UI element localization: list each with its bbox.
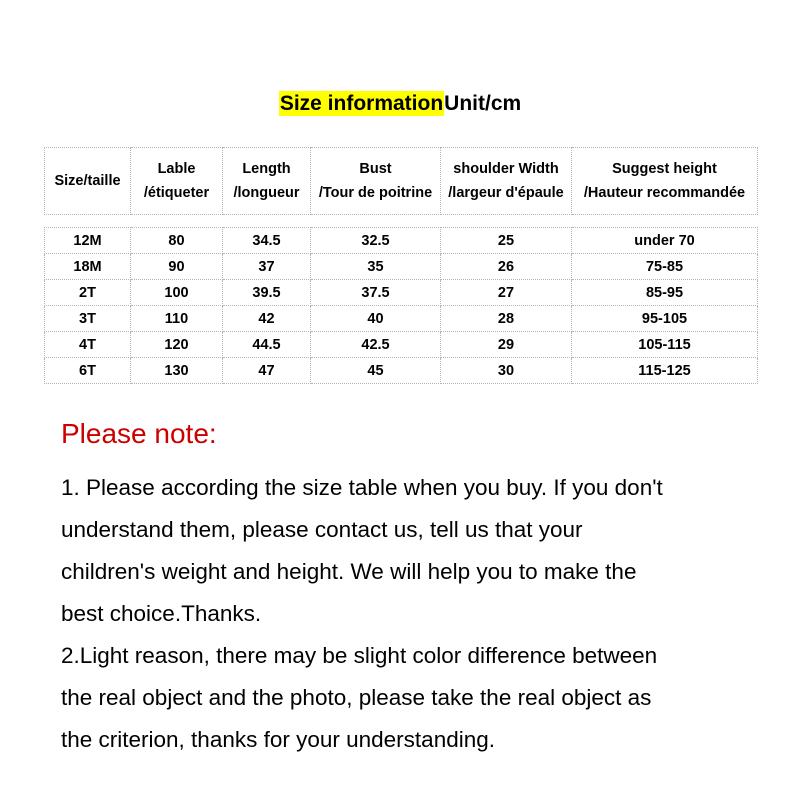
cell-length: 39.5 bbox=[223, 280, 311, 306]
size-info-title bbox=[0, 92, 800, 116]
header-length-line1: Length bbox=[242, 161, 291, 177]
note-line: understand them, please contact us, tell us that your bbox=[61, 517, 583, 542]
cell-bust: 42.5 bbox=[311, 332, 441, 358]
cell-size: 18M bbox=[45, 254, 131, 280]
cell-height: 95-105 bbox=[572, 306, 758, 332]
table-row bbox=[45, 280, 758, 306]
header-height bbox=[572, 148, 758, 215]
cell-bust: 37.5 bbox=[311, 280, 441, 306]
header-size bbox=[45, 148, 131, 215]
cell-shoulder: 28 bbox=[441, 306, 572, 332]
cell-length: 47 bbox=[223, 358, 311, 384]
header-height-line1: Suggest height bbox=[612, 161, 717, 177]
cell-height: under 70 bbox=[572, 228, 758, 254]
cell-shoulder: 25 bbox=[441, 228, 572, 254]
cell-size: 6T bbox=[45, 358, 131, 384]
cell-length: 34.5 bbox=[223, 228, 311, 254]
cell-label: 120 bbox=[131, 332, 223, 358]
cell-label: 130 bbox=[131, 358, 223, 384]
header-bust-line1: Bust bbox=[359, 161, 392, 177]
note-line: children's weight and height. We will help you to make the bbox=[61, 559, 637, 584]
cell-label: 90 bbox=[131, 254, 223, 280]
cell-label: 110 bbox=[131, 306, 223, 332]
size-table-body bbox=[44, 227, 758, 384]
table-row bbox=[45, 332, 758, 358]
cell-label: 100 bbox=[131, 280, 223, 306]
table-row bbox=[45, 228, 758, 254]
cell-shoulder: 27 bbox=[441, 280, 572, 306]
cell-height: 75-85 bbox=[572, 254, 758, 280]
size-table-header bbox=[44, 147, 758, 215]
header-shoulder-line1: shoulder Width bbox=[453, 161, 559, 177]
table-row bbox=[45, 254, 758, 280]
header-height-line2: /Hauteur recommandée bbox=[583, 185, 746, 201]
header-size-line1: Size/taille bbox=[54, 173, 121, 189]
cell-height: 85-95 bbox=[572, 280, 758, 306]
cell-size: 4T bbox=[45, 332, 131, 358]
cell-bust: 45 bbox=[311, 358, 441, 384]
note-title: Please note: bbox=[61, 418, 217, 449]
cell-shoulder: 26 bbox=[441, 254, 572, 280]
cell-shoulder: 29 bbox=[441, 332, 572, 358]
table-row bbox=[45, 306, 758, 332]
title-unit: Unit/cm bbox=[444, 92, 522, 115]
note-line: best choice.Thanks. bbox=[61, 601, 262, 626]
note-line: 1. Please according the size table when you buy. If you don't bbox=[61, 475, 663, 500]
table-row bbox=[45, 358, 758, 384]
note-line: the real object and the photo, please take the real object as bbox=[61, 685, 652, 710]
header-bust bbox=[311, 148, 441, 215]
header-length-line2: /longueur bbox=[233, 185, 300, 201]
cell-length: 37 bbox=[223, 254, 311, 280]
cell-size: 3T bbox=[45, 306, 131, 332]
header-label-line1: Lable bbox=[157, 161, 196, 177]
note-line: 2.Light reason, there may be slight color difference between bbox=[61, 643, 658, 668]
cell-height: 105-115 bbox=[572, 332, 758, 358]
header-bust-line2: /Tour de poitrine bbox=[318, 185, 433, 201]
note-line: the criterion, thanks for your understanding. bbox=[61, 727, 495, 752]
cell-size: 2T bbox=[45, 280, 131, 306]
header-length bbox=[223, 148, 311, 215]
header-label-line2: /étiqueter bbox=[143, 185, 210, 201]
cell-label: 80 bbox=[131, 228, 223, 254]
header-shoulder-line2: /largeur d'épaule bbox=[448, 185, 564, 201]
cell-bust: 40 bbox=[311, 306, 441, 332]
header-shoulder bbox=[441, 148, 572, 215]
cell-height: 115-125 bbox=[572, 358, 758, 384]
cell-bust: 35 bbox=[311, 254, 441, 280]
title-highlight: Size information bbox=[279, 92, 444, 115]
cell-bust: 32.5 bbox=[311, 228, 441, 254]
header-label bbox=[131, 148, 223, 215]
cell-length: 44.5 bbox=[223, 332, 311, 358]
cell-size: 12M bbox=[45, 228, 131, 254]
cell-shoulder: 30 bbox=[441, 358, 572, 384]
cell-length: 42 bbox=[223, 306, 311, 332]
